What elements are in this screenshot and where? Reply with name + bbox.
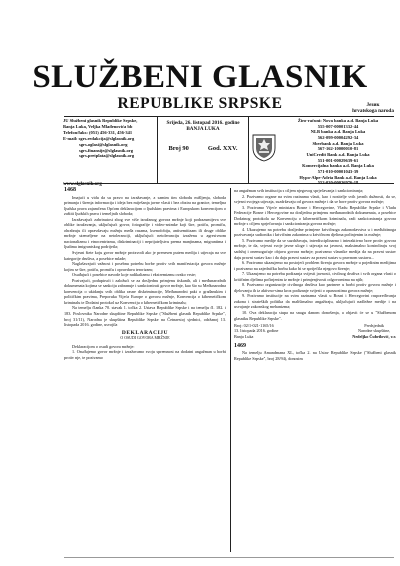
- issue-city: BANJA LUKA: [186, 126, 220, 132]
- paragraph: 5. Pozivamo medije da se suzdržavaju, interdisciplinarno i interaktivno bore protiv govora mržnje, te da, svjesni svoje javne uloge i utjecaja na javnost, maksimalno kontroliraju svoj sadržaj i onemogućuje objavu govora mržnje; pozivamo vlasnike medija da na pravni sustav daju pravni sustav kao i da daju pravni sustav za pravni sustav u pravnom sustavu...: [234, 237, 396, 260]
- paragraph: Osuđujući i posebice navode koje radikalizmu i ekstremizmu ovako vrste;: [72, 272, 197, 278]
- publisher-line: Telefon/faks: (051) 456-331, 456-341: [63, 129, 133, 135]
- paragraph: Svjesni štete koju govor mržnje proizvodi ako je prenesen putem medija i utjecaja na sve kategorije društva, a posebice mlade;: [64, 250, 226, 261]
- bank-line: 567-162-10000010-81: [317, 146, 359, 152]
- paragraph: Deklaracijom o osudi govora mržnje:: [72, 343, 135, 349]
- signatory-body: Narodne skupštine,: [357, 328, 391, 334]
- publisher-line: sgrs.finansije@slglasnik.org: [79, 147, 133, 153]
- column-divider: [230, 188, 231, 552]
- divider-left: [157, 116, 158, 183]
- reference-city: Banja Luka: [234, 333, 254, 339]
- publisher-line: sgrs.oglasi@slglasnik.org: [79, 141, 128, 147]
- bank-line: 552-030-00026976-18: [317, 180, 359, 186]
- website-link[interactable]: www.slglasnik.org: [63, 182, 102, 187]
- language-name: hrvatskoga naroda: [352, 108, 394, 114]
- paragraph: 1. Osuđujemo govor mržnje i izražavamo svoju spremnost na dodatni angažman u borbi protiv nje, te pozivamo: [64, 349, 226, 360]
- masthead-subtitle: REPUBLIKE SRPSKE: [117, 95, 283, 112]
- publisher-line: Banja Luka, Veljka Mlađenovića bb: [63, 123, 133, 129]
- masthead-language: [346, 102, 400, 114]
- paragraph: 10. Ova deklaracija stupa na snagu danom donošenja, a objavit će se u "Službenom glasniku Republike Srpske".: [234, 310, 396, 321]
- declaration-heading: DEKLARACIJU: [121, 329, 169, 336]
- act-number-2: 1469: [234, 342, 246, 349]
- bank-line: Sberbank a.d. Banja Luka: [312, 140, 364, 146]
- bank-line: 562-099-00004292-34: [317, 134, 359, 140]
- right-column: [234, 188, 396, 361]
- paragraph: Na temelju članka 70. stavak 1. točka 2. Ustava Republike Srpske i na temelju čl. 182. i 183. Poslovnika Narodne skupštine Republike Srpske ("Službeni glasnik Republike Srpske", broj 31/11), Narodna je skupština Republike Srpske na Četnaestoj sjednici, održanoj 13. listopada 2016. godine, usvojila: [64, 305, 226, 328]
- signature-left: [234, 323, 278, 339]
- masthead-top-rule: [64, 116, 394, 117]
- page-bottom-rule: [64, 557, 394, 558]
- bank-line: Žiro-računi: Nova banka a.d. Banja Luka: [297, 118, 379, 123]
- divider-mid: [248, 116, 249, 183]
- coat-of-arms-icon: [250, 132, 278, 162]
- issue-number-row: [159, 145, 247, 152]
- issue-date: Srijeda, 26. listopad 2016. godine: [166, 120, 240, 126]
- paragraph: 9. Pozivamo institucije na svim razinama vlasti u Bosni i Hercegovini raspoređivanja zakona i strateških politika da mališimalno angažiraju, uključujući nadležne medije i na usvajanje zakonskog mehanizma;: [234, 293, 396, 310]
- left-column: [64, 188, 226, 360]
- reference-date: 13. listopada 2016. godine: [234, 328, 279, 334]
- bank-line: UniCredit Bank a.d. Banja Luka: [306, 151, 370, 157]
- paragraph: Pozivajući, podupirući i založući se za dosljednu primjenu tiskanih, ali i međunarodnih dokumenata kojima se sankciju zabranuje i sankcionirati govor mržnje, kao što su Međunarodna konvencija o ukidanju svih oblika rasne diskriminacije, Međunarodni pakt o građanskim i političkim pravima, Preporuka Vijeća Europe o govoru mržnje, Konvencija o kibernetičkom kriminalu te Dodatni protokol uz Konvenciju o kibernetičkom kriminalu;: [64, 277, 226, 305]
- publisher-line: E-mail: sgrs.redakcija@slglasnik.org: [63, 135, 135, 141]
- act-number: 1468: [64, 187, 76, 193]
- issue-info: [159, 118, 247, 132]
- publisher-line: sgrs.pretplata@slglasnik.org: [79, 153, 135, 159]
- bank-line: 551-001-00029639-61: [317, 157, 359, 163]
- paragraph: 2. Pozivamo organe na svim razinama vlasti, kao i nositelje svih javnih dužnosti, da se, svjesni svojega utjecaja, suzdržavaju od govora mržnje i da se bore protiv govora mržnje;: [234, 193, 396, 205]
- bank-line: Hypo-Alpe-Adria Bank a.d. Banja Luka: [299, 174, 377, 180]
- bank-accounts: [280, 118, 396, 186]
- reference-number: Broj: 02/1-021-1165/16: [234, 323, 274, 329]
- paragraph: 7. Ukazujemo na potrebu podizanja svijesti javnosti, civilnog društva i svih organa vlasti o kritičnim djelima počinjenim iz mržnje i primjenjivosti odgovornima na njih;: [234, 271, 396, 282]
- paragraph: 4. Ukazujemo na potrebu dosljedne primjene krivičnoga zakonodavstva u i međubitnoga pozivavanja sudionika i krivičnim zakonima u krivičnom djelima počinjenim iz mržnje;: [234, 226, 396, 238]
- paragraph: Imajući u vidu da su pravo na izražavanje, a samim tim slobodu mišljenja, sloboda primanja i širenja informacija i ideja bez miješanja javne vlasti i bez obzira na granice, temeljna ljudska prava zajamčena Općom deklaracijom o ljudskim pravima i Europskom konvencijom o zaštiti ljudskih prava i temeljnih sloboda;: [64, 194, 226, 217]
- signatory-title: Predsjednik: [364, 323, 385, 329]
- declaration-subheading: O OSUDI GOVORA MRŽNJE: [120, 336, 170, 341]
- bank-line: 555-007-00001332-44: [317, 123, 359, 129]
- paragraph: Izražavajući zabrinutost zbog sve više izražanog govora mržnje koji podrazumijeva sve oblike izražavanja, uključujući govor, fotografije i video-snimke koji šire, potiču, promiču, ohrabruju ili opravdavaju mržnju međa rasama, ksenofobiju, antisemitizam ili druge oblike mržnje utemeljene na netoleranciji, uključujući netoleranciju izraženu u agresivnom nacionalizmu i etnocentrizmu, diskriminaciji i neprijateljstvu prema manjinama, migrantima i ljudima imigrantskog podrijetla;: [64, 216, 226, 250]
- paragraph: 6. Pozivamo ukazujemo na postojeći problem širenja govora mržnje u pojedinim medijima i pozivamo na zajedničku borbu kako bi se spriječila njegovo širenje;: [234, 260, 396, 271]
- paragraph: 3. Pozivamo Vijeće ministara Bosne i Hercegovine, Vladu Republike Srpske i Vladu Federacije Bosne i Hercegovine na dosljednu primjenu međunarodnih dokumenata, a posebice Dodatnog protokola uz Konvenciju o kibernetičkom kriminalu, radi sankcioniranja govora mržnje s ciljem sprječavanja i sankcioniranja govora mržnje;: [234, 204, 396, 227]
- masthead-title: SLUŽBENI GLASNIK: [32, 59, 368, 95]
- paragraph: Na temelju Amandmana XL, točka 2. na Ustav Republike Srpske ("Službeni glasnik Republike Srpske", broj 28/94), donosim: [234, 350, 396, 361]
- issue-year: God. XXV.: [207, 145, 238, 152]
- paragraph: na angažman svih institucija s ciljem njegovog sprječavanja i sankcioniranja;: [234, 188, 364, 193]
- signature-block: [234, 323, 396, 339]
- paragraph: 8. Pozivamo organizacije civilnoga društva kao partnere u borbi protiv govora mržnje i djelovanju ih iz aktivno-sima kroz podizanje svijesti o opasnostima govora mržnje;: [234, 282, 396, 293]
- signature-right: [352, 323, 396, 339]
- publisher-line: JU Službeni glasnik Republike Srpske,: [63, 118, 138, 123]
- bank-line: 571-010-00001043-39: [317, 168, 359, 174]
- paragraph: Naglašavajući važnost i posebnu potrebu borbe protiv svih manifestacija govora mržnje kojim se šire, potiču, promiču i opravdava terorizam;: [64, 261, 226, 272]
- language-label: Језик: [366, 102, 380, 108]
- signatory-name: Nedeljko Čubrilović, v.r.: [352, 333, 396, 339]
- bank-line: Komercijalna banka a.d. Banja Luka: [302, 163, 374, 169]
- publisher-info: [63, 118, 156, 187]
- issue-number: Broj 90: [168, 145, 189, 152]
- bank-line: NLB banka a.d. Banja Luka: [310, 129, 366, 135]
